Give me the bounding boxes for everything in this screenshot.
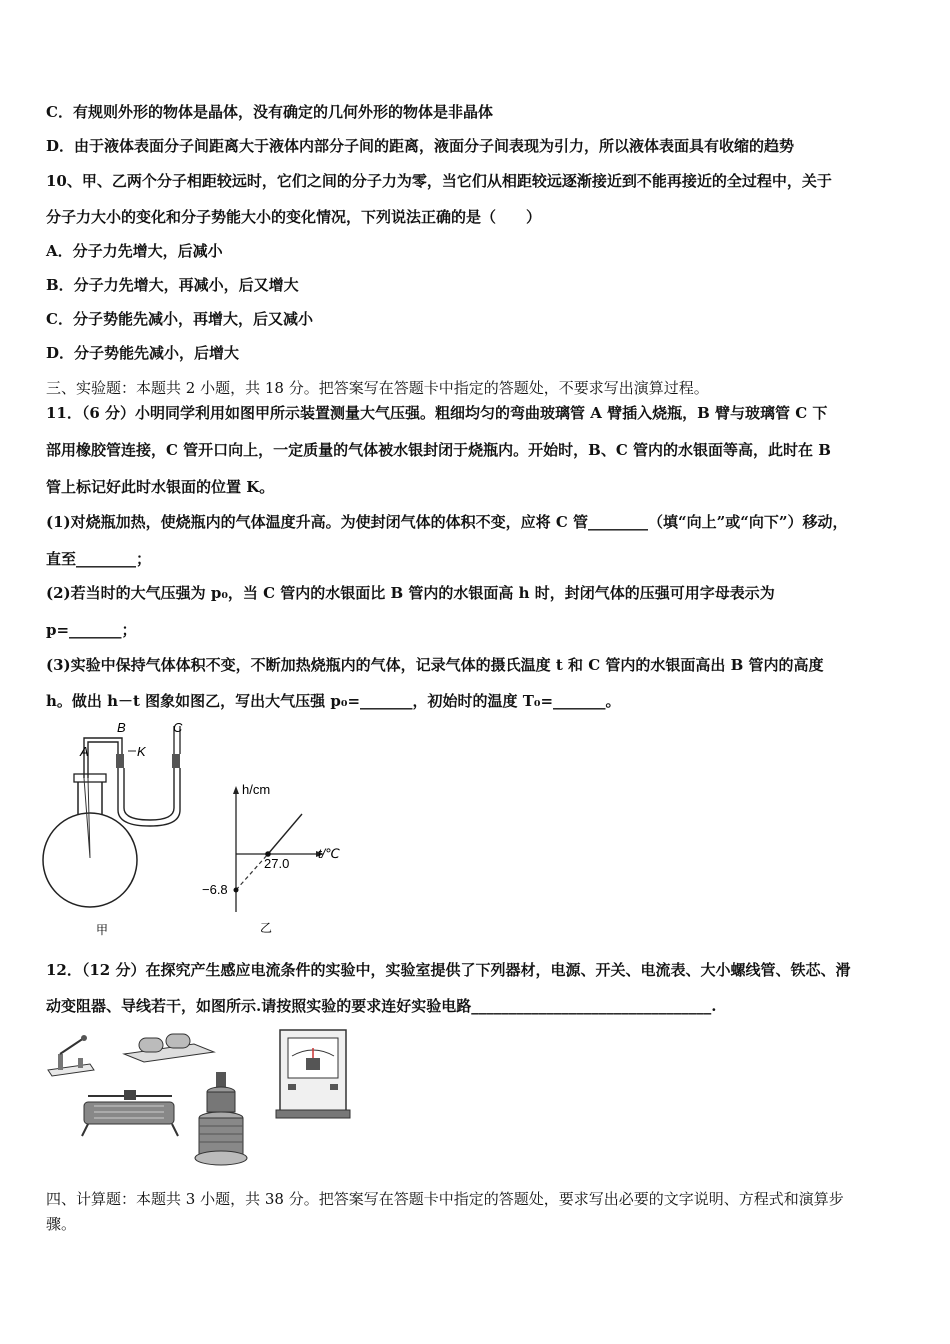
- y-axis-label: h/cm: [242, 782, 271, 797]
- figure-yi-graph: [198, 772, 348, 940]
- figure-apparatus-q12: [44, 1026, 364, 1172]
- option-10c: C．分子势能先减小，再增大，后又减小: [46, 310, 313, 328]
- option-10a: A．分子力先增大，后减小: [46, 242, 223, 260]
- question-11-part2-line1: (2)若当时的大气压强为 p₀，当 C 管内的水银面比 B 管内的水银面高 h 时，封闭气体的压强可用字母表示为: [46, 584, 775, 602]
- intercept-x-label: 27.0: [264, 856, 290, 871]
- question-11-part1-line1: (1)对烧瓶加热，使烧瓶内的气体温度升高。为使封闭气体的体积不变，应将 C 管________（填“向上”或“向下”）移动，: [46, 513, 848, 531]
- option-10d: D．分子势能先减小，后增大: [46, 344, 240, 362]
- question-11-line1: 11．（6 分）小明同学利用如图甲所示装置测量大气压强。粗细均匀的弯曲玻璃管 A 臂插入烧瓶，B 臂与玻璃管 C 下: [46, 404, 828, 422]
- galvanometer-image: [276, 1030, 350, 1118]
- option-9d: D．由于液体表面分子间距离大于液体内部分子间的距离，液面分子间表现为引力，所以液体表面具有收缩的趋势: [46, 137, 795, 155]
- question-11-line2: 部用橡胶管连接，C 管开口向上，一定质量的气体被水银封闭于烧瓶内。开始时，B、C 管内的水银面等高，此时在 B: [46, 441, 831, 459]
- battery-box-image: [124, 1034, 214, 1062]
- knife-switch-image: [48, 1035, 94, 1076]
- question-11-part2-line2: p=_______；: [46, 621, 137, 639]
- question-12-line2: 动变阻器、导线若干，如图所示.请按照实验的要求连好实验电路________________________________.: [46, 997, 717, 1015]
- caption-yi: 乙: [260, 921, 273, 935]
- x-axis-label: t/℃: [318, 846, 340, 861]
- label-a: A: [80, 744, 89, 759]
- intercept-y-label: −6.8: [202, 882, 228, 897]
- section-4-heading-line1: 四、计算题：本题共 3 小题，共 38 分。把答案写在答题卡中指定的答题处，要求写出必要的文字说明、方程式和演算步: [46, 1190, 844, 1208]
- intercept-y-point: [234, 888, 239, 893]
- label-b: B: [117, 720, 126, 735]
- question-11-part3-line1: (3)实验中保持气体体积不变，不断加热烧瓶内的气体，记录气体的摄氏温度 t 和 C 管内的水银面高出 B 管内的高度: [46, 656, 824, 674]
- question-10-line2: 分子力大小的变化和分子势能大小的变化情况，下列说法正确的是（ ）: [46, 208, 542, 226]
- rheostat-image: [82, 1090, 178, 1136]
- section-4-heading-line2: 骤。: [46, 1215, 77, 1233]
- question-12-line1: 12．（12 分）在探究产生感应电流条件的实验中，实验室提供了下列器材，电源、开关、电流表、大小螺线管、铁芯、滑: [46, 961, 851, 979]
- label-k: K: [137, 744, 146, 759]
- option-10b: B．分子力先增大，再减小，后又增大: [46, 276, 299, 294]
- solenoids-image: [195, 1072, 247, 1165]
- section-3-heading: 三、实验题：本题共 2 小题，共 18 分。把答案写在答题卡中指定的答题处，不要求写出演算过程。: [46, 379, 709, 397]
- question-10-line1: 10、甲、乙两个分子相距较远时，它们之间的分子力为零，当它们从相距较远逐渐接近到不能再接近的全过程中，关于: [46, 172, 832, 190]
- question-11-line3: 管上标记好此时水银面的位置 K。: [46, 478, 275, 496]
- option-9c: C．有规则外形的物体是晶体，没有确定的几何外形的物体是非晶体: [46, 103, 493, 121]
- caption-jia: 甲: [96, 923, 109, 937]
- figure-jia-apparatus: [40, 718, 200, 940]
- label-c: C: [173, 720, 183, 735]
- question-11-part3-line2: h。做出 h－t 图象如图乙，写出大气压强 p₀=_______，初始时的温度 T₀=_______。: [46, 692, 621, 710]
- question-11-part1-line2: 直至________；: [46, 550, 152, 568]
